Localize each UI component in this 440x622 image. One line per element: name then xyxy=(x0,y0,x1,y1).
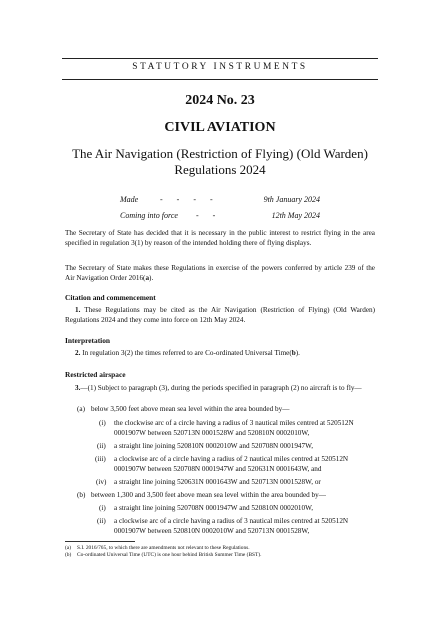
list-marker: (a) xyxy=(77,405,85,413)
commencement-date: 12th May 2024 xyxy=(271,211,320,220)
header-rule-top xyxy=(62,58,378,59)
list-marker: (i) xyxy=(99,504,106,512)
dates-block xyxy=(120,195,320,227)
list-marker: (b) xyxy=(77,491,86,499)
footnote-text: Co-ordinated Universal Time (UTC) is one hour behind British Summer Time (BST). xyxy=(77,552,262,558)
regulation-2 xyxy=(65,349,375,359)
regulation-2-text: In regulation 3(2) the times referred to are Co-ordinated Universal Time( xyxy=(80,349,292,357)
commencement-dashes: - - xyxy=(196,211,222,220)
regulation-3-text: —(1) Subject to paragraph (3), during the periods specified in paragraph (2) no aircraft is to fly— xyxy=(80,384,362,392)
restricted-airspace-heading: Restricted airspace xyxy=(65,370,126,379)
regulation-3-number: 3. xyxy=(75,384,81,392)
list-item-text: between 1,300 and 3,500 feet above mean sea level within the area bounded by— xyxy=(91,491,326,499)
made-date: 9th January 2024 xyxy=(263,195,320,204)
footnote-text: S.I. 2016/765, to which there are amendments not relevant to these Regulations. xyxy=(77,545,250,551)
footnote-divider xyxy=(65,541,135,542)
list-marker: (ii) xyxy=(97,517,106,525)
list-item-text: a straight line joining 520708N 0001947W and 520810N 0002010W, xyxy=(114,504,314,512)
list-item-text: the clockwise arc of a circle having a radius of 3 nautical miles centred at 520512N 0001907W between 520713N 0001528W and 520810N 0002010W, xyxy=(114,419,354,437)
preamble-2-text: The Secretary of State makes these Regulations in exercise of the powers conferred by article 239 of the Air Navigation Order 2016( xyxy=(65,264,375,282)
list-item-a-iv xyxy=(65,478,375,488)
list-marker: (ii) xyxy=(97,442,106,450)
regulation-1-number: 1. xyxy=(75,306,81,314)
preamble-2-close: ). xyxy=(149,273,154,282)
regulation-1-text: These Regulations may be cited as the Air Navigation (Restriction of Flying) (Old Warden) Regulations 2024 and they come into force on 12th May 2024. xyxy=(65,306,375,324)
interpretation-heading: Interpretation xyxy=(65,336,111,345)
document-title: The Air Navigation (Restriction of Flying) (Old Warden) Regulations 2024 xyxy=(72,146,368,177)
instrument-number: 2024 No. 23 xyxy=(185,93,255,108)
footnote-marker: (b) xyxy=(65,552,72,558)
list-item-a xyxy=(65,405,375,415)
list-item-text: a straight line joining 520631N 0001643W and 520713N 0001528W, or xyxy=(114,478,321,486)
preamble-paragraph-2 xyxy=(65,264,375,283)
regulation-2-number: 2. xyxy=(75,349,81,357)
list-marker: (iii) xyxy=(95,455,106,463)
list-item-text: below 3,500 feet above mean sea level within the area bounded by— xyxy=(91,405,290,413)
made-dashes: - - - - xyxy=(160,195,219,204)
list-marker: (i) xyxy=(99,419,106,427)
preamble-paragraph-1: The Secretary of State has decided that it is necessary in the public interest to restrict flying in the area specified in regulation 3(1) by reason of the intended holding there of flying displays. xyxy=(65,229,375,247)
footnote-ref-a[interactable]: a xyxy=(145,273,150,282)
list-item-b xyxy=(65,491,375,501)
list-item-a-iii xyxy=(65,455,375,475)
list-item-b-ii xyxy=(65,517,375,537)
made-label: Made xyxy=(120,195,139,204)
regulation-2-close: ). xyxy=(295,349,300,357)
list-item-a-ii xyxy=(65,442,375,452)
citation-heading: Citation and commencement xyxy=(65,293,156,302)
header-rule-bottom xyxy=(62,79,378,80)
commencement-label: Coming into force xyxy=(120,211,178,220)
list-marker: (iv) xyxy=(96,478,107,486)
commencement-date-row xyxy=(120,211,320,227)
list-item-a-i xyxy=(65,419,375,439)
series-header: STATUTORY INSTRUMENTS xyxy=(132,62,308,72)
subject-heading: CIVIL AVIATION xyxy=(164,120,276,135)
regulation-1 xyxy=(65,306,375,325)
list-item-text: a straight line joining 520810N 0002010W and 520708N 0001947W, xyxy=(114,442,314,450)
list-item-b-i xyxy=(65,504,375,514)
footnote-marker: (a) xyxy=(65,545,71,551)
list-item-text: a clockwise arc of a circle having a radius of 3 nautical miles centred at 520512N 0001907W between 520810N 0002010W and 520713N 0001528W, xyxy=(114,517,349,535)
regulation-3-intro xyxy=(65,384,375,394)
list-item-text: a clockwise arc of a circle having a radius of 2 nautical miles centred at 520512N 0001907W between 520708N 0001947W and 520631N 0001643W, and xyxy=(114,455,349,473)
footnote-ref-b[interactable]: b xyxy=(291,349,296,357)
made-date-row xyxy=(120,195,320,211)
